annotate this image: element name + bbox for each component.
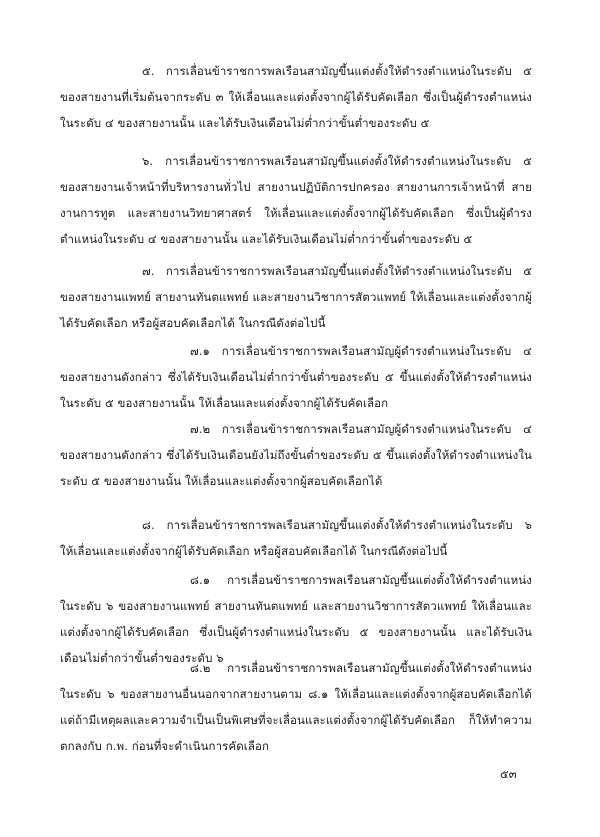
paragraph-7: ๗. การเลื่อนข้าราชการพลเรือนสามัญขึ้นแต่งตั้งให้ดำรงตำแหน่งในระดับ ๕ ของสายงานแพทย์ สายงานทันตแพทย์ และสายงานวิชาการสัตวแพทย์ ให้เลื่อนและแต่งตั้งจากผู้ได้รับคัดเลือก หรือผู้สอบคัดเลือกได้ ในกรณีดังต่อไปนี้	[60, 264, 532, 330]
paragraph-8-1: ๘.๑ การเลื่อนข้าราชการพลเรือนสามัญขึ้นแต่งตั้งให้ดำรงตำแหน่งในระดับ ๖ ของสายงานแพทย์ สายงานทันตแพทย์ และสายงานวิชาการสัตวแพทย์ ให้เลื่อนและแต่งตั้งจากผู้ได้รับคัดเลือก ซึ่งเป็นผู้ดำรงตำแหน่งในระดับ ๕ ของสายงานนั้น และได้รับเงินเดือนไม่ต่ำกว่าขั้นต่ำของระดับ ๖	[60, 573, 532, 665]
paragraph-6: ๖. การเลื่อนข้าราชการพลเรือนสามัญขึ้นแต่งตั้งให้ดำรงตำแหน่งในระดับ ๕ ของสายงานเจ้าหน้าที่บริหารงานทั่วไป สายงานปฏิบัติการปกครอง สายงานการเจ้าหน้าที่ สายงานการทูต และสายงานวิทยาศาสตร์ ให้เลื่อนและแต่งตั้งจากผู้ได้รับคัดเลือก ซึ่งเป็นผู้ดำรงตำแหน่งในระดับ ๔ ของสายงานนั้น และได้รับเงินเดือนไม่ต่ำกว่าขั้นต่ำของระดับ ๕	[60, 154, 532, 246]
paragraph-7-2: ๗.๒ การเลื่อนข้าราชการพลเรือนสามัญผู้ดำรงตำแหน่งในระดับ ๔ ของสายงานดังกล่าว ซึ่งได้รับเงินเดือนยังไม่ถึงขั้นต่ำของระดับ ๕ ขึ้นแต่งตั้งให้ดำรงตำแหน่งในระดับ ๕ ของสายงานนั้น ให้เลื่อนและแต่งตั้งจากผู้สอบคัดเลือกได้	[60, 422, 532, 488]
paragraph-8-2: ๘.๒ การเลื่อนข้าราชการพลเรือนสามัญขึ้นแต่งตั้งให้ดำรงตำแหน่งในระดับ ๖ ของสายงานอื่นนอกจากสายงานตาม ๘.๑ ให้เลื่อนและแต่งตั้งจากผู้สอบคัดเลือกได้ แต่ถ้ามีเหตุผลและความจำเป็นเป็นพิเศษที่จะเลื่อนและแต่งตั้งจากผู้ได้รับคัดเลือก ก็ให้ทำความตกลงกับ ก.พ. ก่อนที่จะดำเนินการคัดเลือก	[60, 661, 532, 753]
paragraph-7-1: ๗.๑ การเลื่อนข้าราชการพลเรือนสามัญผู้ดำรงตำแหน่งในระดับ ๔ ของสายงานดังกล่าว ซึ่งได้รับเงินเดือนไม่ต่ำกว่าขั้นต่ำของระดับ ๕ ขึ้นแต่งตั้งให้ดำรงตำแหน่งในระดับ ๕ ของสายงานนั้น ให้เลื่อนและแต่งตั้งจากผู้ได้รับคัดเลือก	[60, 344, 532, 410]
paragraph-8: ๘. การเลื่อนข้าราชการพลเรือนสามัญขึ้นแต่งตั้งให้ดำรงตำแหน่งในระดับ ๖ ให้เลื่อนและแต่งตั้งจากผู้ได้รับคัดเลือก หรือผู้สอบคัดเลือกได้ ในกรณีดังต่อไปนี้	[60, 518, 532, 558]
paragraph-5: ๕. การเลื่อนข้าราชการพลเรือนสามัญขึ้นแต่งตั้งให้ดำรงตำแหน่งในระดับ ๕ ของสายงานที่เริ่มต้นจากระดับ ๓ ให้เลื่อนและแต่งตั้งจากผู้ได้รับคัดเลือก ซึ่งเป็นผู้ดำรงตำแหน่งในระดับ ๔ ของสายงานนั้น และได้รับเงินเดือนไม่ต่ำกว่าขั้นต่ำของระดับ ๕	[60, 64, 532, 130]
page-number: ๕๓	[500, 767, 517, 781]
